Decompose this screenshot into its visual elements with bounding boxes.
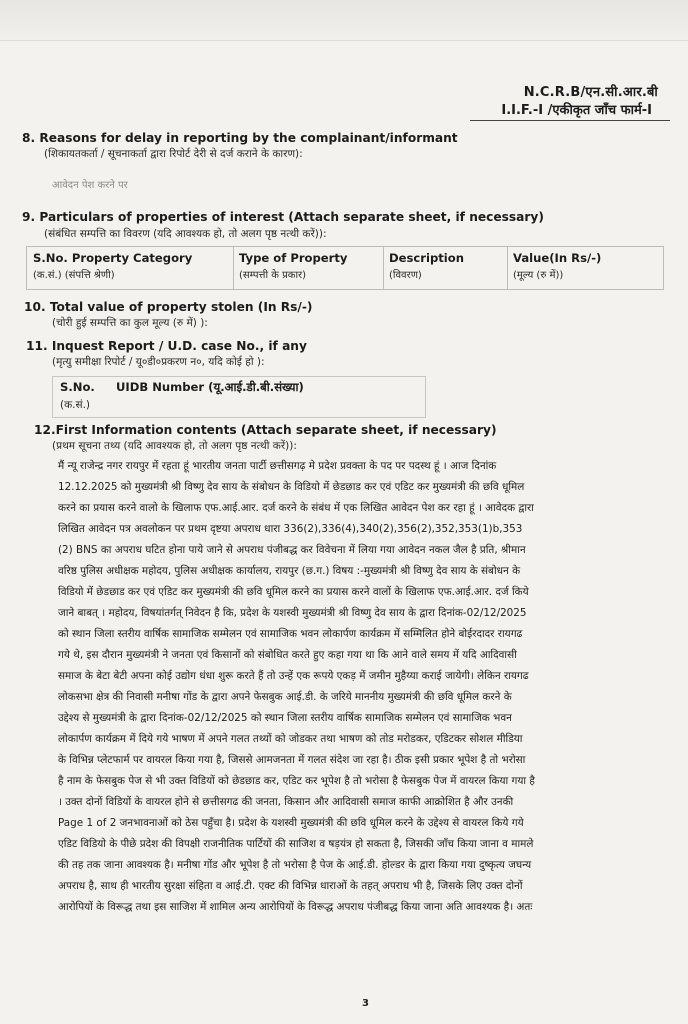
col-property-category [27,247,234,289]
fir-line: के विभिन्न प्लेटफार्म पर वायरल किया गया है, जिससे आमजनता में गलत संदेश जा रहा है। ठीक इसी प्रकार भूपेश है तो भरोसा [58,754,526,766]
col-label: Type of Property [239,251,348,265]
page-fold-shadow [0,0,688,41]
uidb-sno-label: S.No. [60,380,95,394]
section-8-hindi: (शिकायतकर्ता / सूचनाकर्ता द्वारा रिपोर्ट देरी से दर्ज कराने के कारण): [44,148,303,160]
section-12-title: 12.First Information contents (Attach separate sheet, if necessary) [34,423,497,437]
col-label: Description [389,251,464,265]
page-number: 3 [362,998,369,1009]
col-hindi: (विवरण) [389,270,422,281]
fir-line: जाने बाबत् । महोदय, विषयांतर्गत् निवेदन है कि, प्रदेश के यशस्वी मुख्यमंत्री श्री विष्णु देव साय के द्वारा दिनांक-02/12/2025 [58,607,527,619]
section-8-title: 8. Reasons for delay in reporting by the complainant/informant [22,131,458,145]
section-9-title: 9. Particulars of properties of interest (Attach separate sheet, if necessary) [22,210,544,224]
uidb-number-label: UIDB Number (यू.आई.डी.बी.संख्या) [116,380,304,394]
fir-line: लोकार्पण कार्यक्रम में दिये गये भाषण में अपने गलत तथ्यों को जोडकर तथा भाषण को तोड मरोडकर, एडिटकर सोशल मीडिया [58,733,523,745]
col-description [383,247,508,289]
header-divider [470,120,670,121]
section-11-hindi: (मृत्यु समीक्षा रिपोर्ट / यू०डी०प्रकरण न०, यदि कोई हो ): [52,356,265,368]
fir-line: एडिट विडियो के पीछे प्रदेश की विपक्षी राजनीतिक पार्टियों की साजिश व षड़यंत्र हो सकता है, जिसकी जाँच किया जाना व मामले [58,838,534,850]
property-table [26,246,664,290]
col-value [507,247,662,289]
col-label: Value(In Rs/-) [513,251,602,265]
fir-line: की तह तक जाना आवश्यक है। मनीषा गोंड और भूपेश है तो भरोसा है पेज के आई.डी. होल्डर के द्वारा किया गया दुष्कृत्य जघन्य [58,859,532,871]
fir-line: Page 1 of 2 जनभावनाओं को ठेस पहुँचा है। प्रदेश के यशस्वी मुख्यमंत्री की छवि धूमिल करने के उद्देश्य से वायरल किये गये [58,817,524,829]
fir-line: 12.12.2025 को मुख्यमंत्री श्री विष्णु देव साय के संबोधन के विडियो में छेडछाड कर एवं एडिट कर मुख्यमंत्री की छवि धूमिल [58,481,525,493]
fir-line: गये थे, इस दौरान मुख्यमंत्री ने जनता एवं किसानों को संबोधित करते हुए कहा गया था कि आने वाले समय में यदि आदिवासी [58,649,517,661]
fir-line: उद्देश्य से मुख्यमंत्री के द्वारा दिनांक-02/12/2025 को स्थान जिला स्तरीय वार्षिक सामाजिक सम्मेलन एवं सामाजिक भवन [58,712,512,724]
fir-line: अपराध है, साथ ही भारतीय सुरक्षा संहिता व आई.टी. एक्ट की विभिन्न धाराओं के तहत् अपराध भी है, जिसके लिए उक्त दोनों [58,880,523,892]
fir-line: लिखित आवेदन पत्र अवलोकन पर प्रथम दृष्टया अपराध धारा 336(2),336(4),340(2),356(2),352,353(1)b,353 [58,523,523,535]
col-hindi: (क.सं.) (संपत्ति श्रेणी) [33,270,115,281]
section-12-hindi: (प्रथम सूचना तथ्य (यदि आवश्यक हो, तो अलग पृष्ठ नत्थी करें)): [52,440,297,452]
fir-contents [58,456,670,918]
uidb-sno-hindi: (क.सं.) [60,399,91,411]
col-hindi: (मूल्य (रु में)) [513,270,564,281]
section-11-title: 11. Inquest Report / U.D. case No., if any [26,339,307,353]
fir-line: आरोपियों के विरूद्ध तथा इस साजिश में शामिल अन्य आरोपियों के विरूद्ध अपराध पंजीबद्ध किया जाना अति आवश्यक है। अतः [58,901,533,913]
section-9-hindi: (संबंधित सम्पत्ति का विवरण (यदि आवश्यक हो, तो अलग पृष्ठ नत्थी करें)): [44,228,327,240]
col-hindi: (सम्पत्ती के प्रकार) [239,270,307,281]
fir-line: है नाम के फेसबुक पेज से भी उक्त विडियों को छेडछाड कर, एडिट कर भूपेश है तो भरोसा है फेसबुक पेज में वायरल किया गया है [58,775,535,787]
form-title: I.I.F.-I /एकीकृत जाँच फार्म-I [501,103,652,118]
fir-line: लोकसभा क्षेत्र की निवासी मनीषा गोंड के द्वारा अपने फेसबुक आई.डी. के जरिये माननीय मुख्यमंत्री की छवि धूमिल करने के [58,691,512,703]
fir-line: (2) BNS का अपराध घटित होना पाये जाने से अपराध पंजीबद्ध कर विवेचना में लिया गया आवेदन नकल जैल है प्रति, श्रीमान [58,544,526,556]
fir-line: को स्थान जिला स्तरीय वार्षिक सामाजिक सम्मेलन एवं सामाजिक भवन लोकार्पण कार्यक्रम में सम्मिलित होने बोईरदादर रायगढ [58,628,523,640]
section-10-title: 10. Total value of property stolen (In Rs/-) [24,300,313,314]
fir-line: मैं न्यू राजेन्द्र नगर रायपुर में रहता हूं भारतीय जनता पार्टी छत्तीसगढ़ मे प्रदेश प्रवक्ता के पद पर पदस्थ हूं । आज दिनांक [58,460,497,472]
col-type-of-property [233,247,384,289]
fir-line: समाज के बेटा बेटी अपना कोई उद्योग धंधा शुरू करते हैं तो उन्हें एक रूपये एकड़ में जमीन मुहैय्या कराई जायेगी। लेकिन रायगढ [58,670,529,682]
col-label: S.No. Property Category [33,251,193,265]
fir-line: । उक्त दोनों विडियों के वायरल होने से छत्तीसगढ की जनता, किसान और आदिवासी समाज काफी आक्रोशित है और उनकी [58,796,514,808]
fir-line: करने का प्रयास करने वालो के खिलाफ एफ.आई.आर. दर्ज करने के संबंध में एक लिखित आवेदन पेश कर रहा हूं । आवेदक द्वारा [58,502,534,514]
section-10-hindi: (चोरी हुई सम्पत्ति का कुल मूल्य (रु में) ): [52,317,208,329]
section-8-answer: आवेदन पेश करने पर [52,180,128,191]
fir-line: वरिष्ठ पुलिस अधीक्षक महोदय, पुलिस अधीक्षक कार्यालय, रायपुर (छ.ग.) विषय :-मुख्यमंत्री श्री विष्णु देव साय के संबोधन के [58,565,521,577]
fir-line: विडियो में छेडछाड कर एवं एडिट कर मुख्यमंत्री की छवि धूमिल करने का प्रयास करने वालों के खिलाफ एफ.आई.आर. दर्ज किये [58,586,529,598]
ncrb-code: N.C.R.B/एन.सी.आर.बी [523,85,658,100]
